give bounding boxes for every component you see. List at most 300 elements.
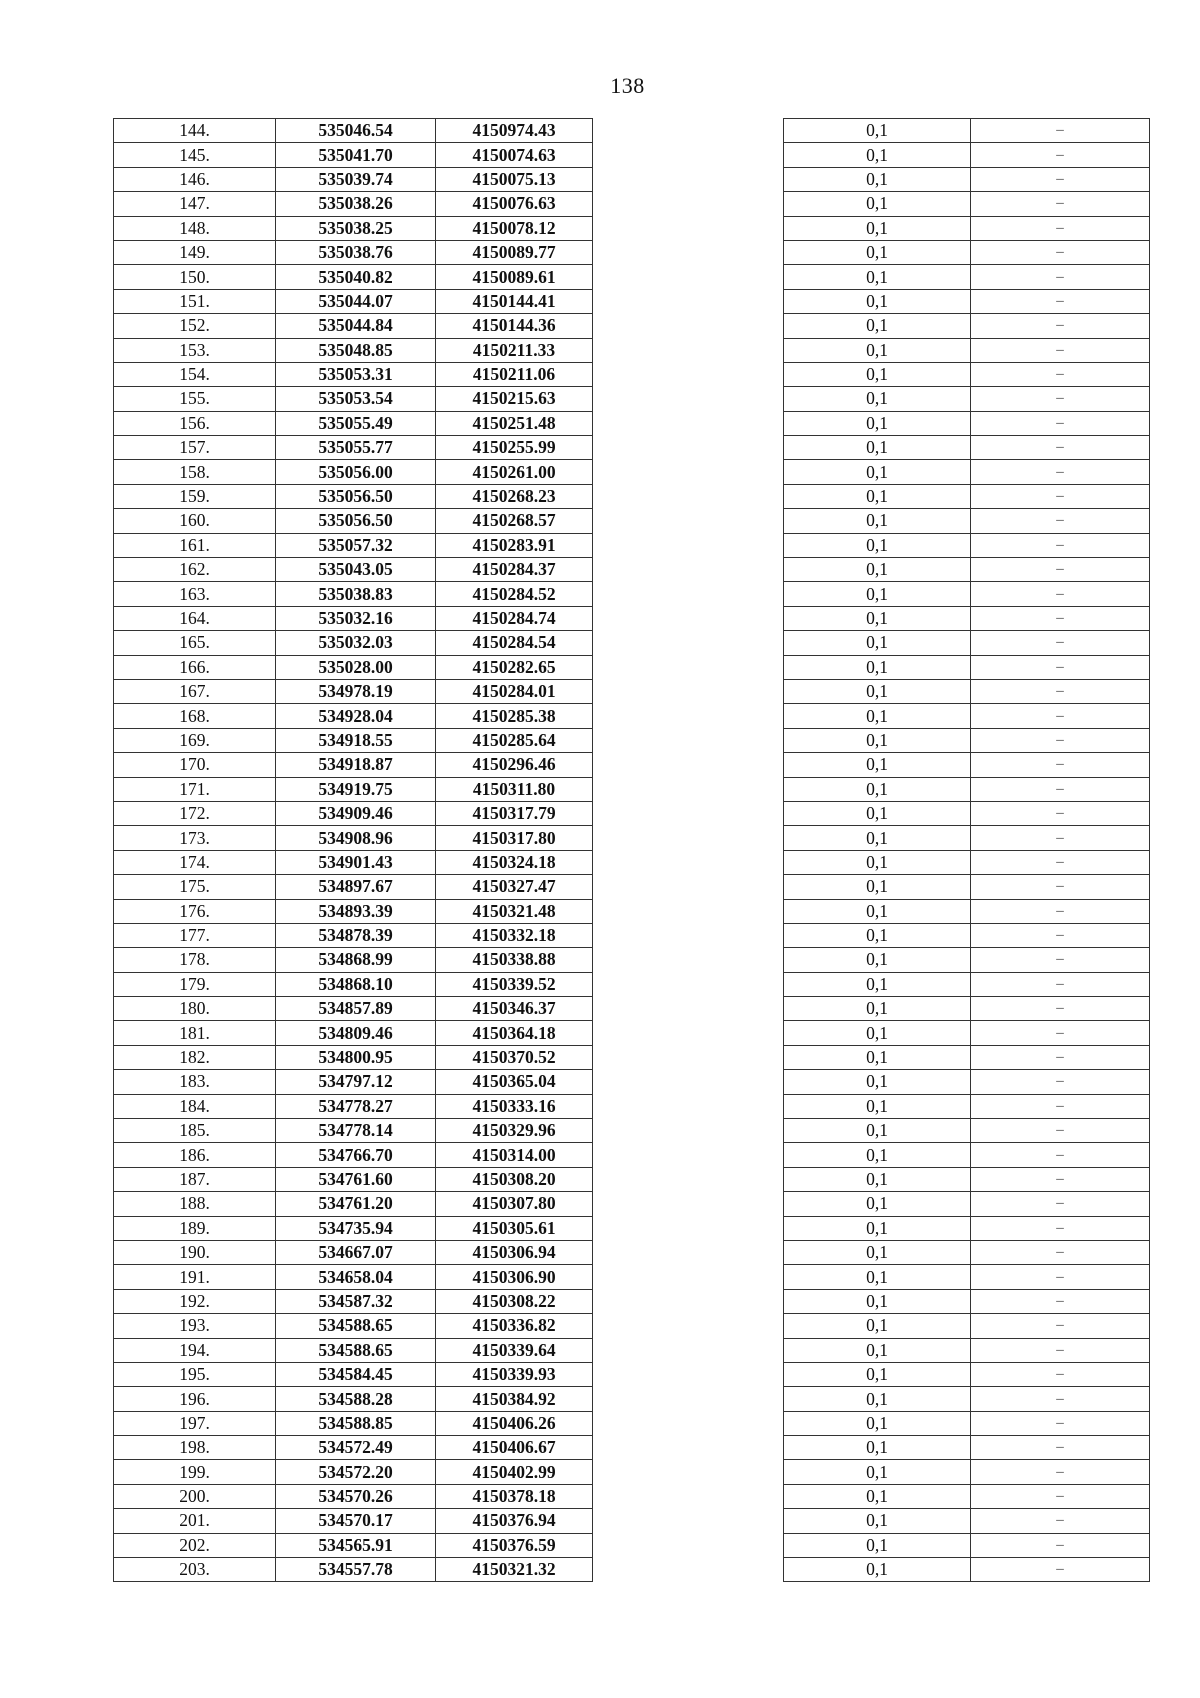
y-coordinate-cell: 4150261.00 [436,460,593,484]
coordinate-row [114,1362,593,1386]
y-coordinate-cell: 4150255.99 [436,436,593,460]
value-cell: 0,1 [784,216,971,240]
coordinate-row [114,216,593,240]
dash-cell: – [971,387,1150,411]
dash-cell: – [971,338,1150,362]
coordinate-row [114,1021,593,1045]
value-row [784,948,1150,972]
point-number-cell: 198. [114,1436,276,1460]
value-row [784,1289,1150,1313]
point-number-cell: 185. [114,1119,276,1143]
coordinate-row [114,362,593,386]
y-coordinate-cell: 4150406.26 [436,1411,593,1435]
value-cell: 0,1 [784,1314,971,1338]
value-row [784,1143,1150,1167]
dash-cell: – [971,753,1150,777]
point-number-cell: 176. [114,899,276,923]
point-number-cell: 168. [114,704,276,728]
value-row [784,875,1150,899]
value-cell: 0,1 [784,679,971,703]
dash-cell: – [971,1362,1150,1386]
value-row [784,1484,1150,1508]
point-number-cell: 190. [114,1240,276,1264]
coordinate-row [114,192,593,216]
dash-cell: – [971,1338,1150,1362]
value-cell: 0,1 [784,704,971,728]
coordinate-row [114,1240,593,1264]
point-number-cell: 167. [114,679,276,703]
dash-cell: – [971,265,1150,289]
coordinate-row [114,411,593,435]
value-cell: 0,1 [784,1533,971,1557]
y-coordinate-cell: 4150284.54 [436,631,593,655]
x-coordinate-cell: 535055.77 [276,436,436,460]
coordinate-row [114,1289,593,1313]
point-number-cell: 170. [114,753,276,777]
x-coordinate-cell: 535044.07 [276,289,436,313]
y-coordinate-cell: 4150284.74 [436,606,593,630]
value-cell: 0,1 [784,167,971,191]
coordinate-row [114,1436,593,1460]
coordinate-row [114,801,593,825]
value-cell: 0,1 [784,460,971,484]
value-row [784,997,1150,1021]
coordinate-row [114,1411,593,1435]
dash-cell: – [971,655,1150,679]
value-cell: 0,1 [784,192,971,216]
x-coordinate-cell: 534761.20 [276,1192,436,1216]
dash-cell: – [971,1094,1150,1118]
point-number-cell: 182. [114,1045,276,1069]
dash-cell: – [971,631,1150,655]
x-coordinate-cell: 534667.07 [276,1240,436,1264]
dash-cell: – [971,167,1150,191]
coordinate-row [114,1533,593,1557]
dash-cell: – [971,362,1150,386]
dash-cell: – [971,411,1150,435]
dash-cell: – [971,1484,1150,1508]
value-row [784,314,1150,338]
coordinate-row [114,1143,593,1167]
y-coordinate-cell: 4150296.46 [436,753,593,777]
coordinate-row [114,338,593,362]
point-number-cell: 188. [114,1192,276,1216]
x-coordinate-cell: 535038.25 [276,216,436,240]
x-coordinate-cell: 534766.70 [276,1143,436,1167]
value-cell: 0,1 [784,972,971,996]
value-row [784,1460,1150,1484]
x-coordinate-cell: 535032.03 [276,631,436,655]
x-coordinate-cell: 534809.46 [276,1021,436,1045]
coordinate-row [114,923,593,947]
coordinate-row [114,1045,593,1069]
value-row [784,582,1150,606]
x-coordinate-cell: 534557.78 [276,1558,436,1582]
dash-cell: – [971,216,1150,240]
page-number: 138 [610,73,645,98]
coordinate-row [114,1216,593,1240]
value-row [784,265,1150,289]
y-coordinate-cell: 4150402.99 [436,1460,593,1484]
dash-cell: – [971,606,1150,630]
coordinate-row [114,1167,593,1191]
value-row [784,338,1150,362]
point-number-cell: 152. [114,314,276,338]
dash-cell: – [971,1558,1150,1582]
x-coordinate-cell: 534928.04 [276,704,436,728]
y-coordinate-cell: 4150307.80 [436,1192,593,1216]
y-coordinate-cell: 4150321.48 [436,899,593,923]
value-cell: 0,1 [784,923,971,947]
point-number-cell: 194. [114,1338,276,1362]
x-coordinate-cell: 534868.99 [276,948,436,972]
point-number-cell: 163. [114,582,276,606]
coordinate-row [114,1094,593,1118]
coordinate-row [114,972,593,996]
dash-cell: – [971,1216,1150,1240]
x-coordinate-cell: 535053.31 [276,362,436,386]
value-row [784,460,1150,484]
y-coordinate-cell: 4150317.80 [436,826,593,850]
y-coordinate-cell: 4150268.23 [436,484,593,508]
dash-cell: – [971,582,1150,606]
x-coordinate-cell: 535056.50 [276,509,436,533]
dash-cell: – [971,1411,1150,1435]
dash-cell: – [971,704,1150,728]
y-coordinate-cell: 4150333.16 [436,1094,593,1118]
value-row [784,1192,1150,1216]
x-coordinate-cell: 535046.54 [276,119,436,143]
y-coordinate-cell: 4150089.77 [436,240,593,264]
coordinate-row [114,704,593,728]
x-coordinate-cell: 534978.19 [276,679,436,703]
value-cell: 0,1 [784,1021,971,1045]
coordinate-row [114,1484,593,1508]
point-number-cell: 199. [114,1460,276,1484]
dash-cell: – [971,679,1150,703]
value-cell: 0,1 [784,753,971,777]
value-cell: 0,1 [784,1387,971,1411]
value-row [784,631,1150,655]
x-coordinate-cell: 534878.39 [276,923,436,947]
value-cell: 0,1 [784,509,971,533]
x-coordinate-cell: 534588.85 [276,1411,436,1435]
dash-cell: – [971,826,1150,850]
point-number-cell: 169. [114,728,276,752]
x-coordinate-cell: 535038.83 [276,582,436,606]
point-number-cell: 155. [114,387,276,411]
y-coordinate-cell: 4150376.94 [436,1509,593,1533]
point-number-cell: 187. [114,1167,276,1191]
value-cell: 0,1 [784,997,971,1021]
dash-cell: – [971,509,1150,533]
point-number-cell: 160. [114,509,276,533]
coordinate-row [114,826,593,850]
x-coordinate-cell: 534658.04 [276,1265,436,1289]
y-coordinate-cell: 4150332.18 [436,923,593,947]
y-coordinate-cell: 4150338.88 [436,948,593,972]
value-cell: 0,1 [784,1240,971,1264]
y-coordinate-cell: 4150364.18 [436,1021,593,1045]
value-cell: 0,1 [784,1484,971,1508]
x-coordinate-cell: 534909.46 [276,801,436,825]
value-row [784,1338,1150,1362]
point-number-cell: 202. [114,1533,276,1557]
dash-cell: – [971,972,1150,996]
value-row [784,362,1150,386]
coordinate-row [114,728,593,752]
coordinate-row [114,265,593,289]
value-cell: 0,1 [784,143,971,167]
point-number-cell: 164. [114,606,276,630]
y-coordinate-cell: 4150305.61 [436,1216,593,1240]
x-coordinate-cell: 534588.28 [276,1387,436,1411]
value-cell: 0,1 [784,728,971,752]
value-cell: 0,1 [784,1338,971,1362]
point-number-cell: 166. [114,655,276,679]
coordinate-row [114,289,593,313]
value-row [784,167,1150,191]
coordinate-row [114,1509,593,1533]
y-coordinate-cell: 4150327.47 [436,875,593,899]
value-cell: 0,1 [784,1167,971,1191]
value-row [784,240,1150,264]
point-number-cell: 145. [114,143,276,167]
point-number-cell: 162. [114,558,276,582]
coordinate-row [114,655,593,679]
value-cell: 0,1 [784,362,971,386]
coordinate-row [114,997,593,1021]
dash-cell: – [971,1240,1150,1264]
y-coordinate-cell: 4150074.63 [436,143,593,167]
y-coordinate-cell: 4150251.48 [436,411,593,435]
x-coordinate-cell: 534572.49 [276,1436,436,1460]
point-number-cell: 203. [114,1558,276,1582]
value-cell: 0,1 [784,655,971,679]
point-number-cell: 147. [114,192,276,216]
value-row [784,801,1150,825]
value-row [784,1167,1150,1191]
dash-cell: – [971,289,1150,313]
value-row [784,436,1150,460]
value-row [784,826,1150,850]
y-coordinate-cell: 4150370.52 [436,1045,593,1069]
y-coordinate-cell: 4150282.65 [436,655,593,679]
value-cell: 0,1 [784,1411,971,1435]
values-table [783,118,1150,1582]
coordinate-row [114,948,593,972]
y-coordinate-cell: 4150346.37 [436,997,593,1021]
value-row [784,1240,1150,1264]
y-coordinate-cell: 4150308.20 [436,1167,593,1191]
value-row [784,484,1150,508]
y-coordinate-cell: 4150284.52 [436,582,593,606]
y-coordinate-cell: 4150378.18 [436,1484,593,1508]
y-coordinate-cell: 4150317.79 [436,801,593,825]
value-row [784,289,1150,313]
coordinate-row [114,631,593,655]
dash-cell: – [971,558,1150,582]
coordinate-row [114,558,593,582]
point-number-cell: 149. [114,240,276,264]
dash-cell: – [971,1460,1150,1484]
point-number-cell: 154. [114,362,276,386]
x-coordinate-cell: 534584.45 [276,1362,436,1386]
coordinate-row [114,582,593,606]
y-coordinate-cell: 4150329.96 [436,1119,593,1143]
dash-cell: – [971,1436,1150,1460]
value-row [784,655,1150,679]
dash-cell: – [971,1314,1150,1338]
value-cell: 0,1 [784,948,971,972]
y-coordinate-cell: 4150306.94 [436,1240,593,1264]
x-coordinate-cell: 535044.84 [276,314,436,338]
x-coordinate-cell: 534897.67 [276,875,436,899]
coordinate-row [114,1460,593,1484]
y-coordinate-cell: 4150376.59 [436,1533,593,1557]
coordinate-row [114,314,593,338]
point-number-cell: 153. [114,338,276,362]
y-coordinate-cell: 4150314.00 [436,1143,593,1167]
x-coordinate-cell: 534800.95 [276,1045,436,1069]
value-row [784,558,1150,582]
dash-cell: – [971,1192,1150,1216]
dash-cell: – [971,923,1150,947]
value-cell: 0,1 [784,875,971,899]
value-row [784,606,1150,630]
x-coordinate-cell: 534908.96 [276,826,436,850]
value-row [784,216,1150,240]
coordinate-row [114,753,593,777]
dash-cell: – [971,1509,1150,1533]
dash-cell: – [971,801,1150,825]
point-number-cell: 195. [114,1362,276,1386]
y-coordinate-cell: 4150211.06 [436,362,593,386]
y-coordinate-cell: 4150215.63 [436,387,593,411]
dash-cell: – [971,436,1150,460]
coordinate-row [114,679,593,703]
value-row [784,533,1150,557]
y-coordinate-cell: 4150284.01 [436,679,593,703]
y-coordinate-cell: 4150144.41 [436,289,593,313]
point-number-cell: 200. [114,1484,276,1508]
point-number-cell: 180. [114,997,276,1021]
y-coordinate-cell: 4150285.38 [436,704,593,728]
point-number-cell: 151. [114,289,276,313]
dash-cell: – [971,1533,1150,1557]
y-coordinate-cell: 4150268.57 [436,509,593,533]
x-coordinate-cell: 535032.16 [276,606,436,630]
value-cell: 0,1 [784,1509,971,1533]
value-cell: 0,1 [784,1265,971,1289]
y-coordinate-cell: 4150078.12 [436,216,593,240]
coordinate-row [114,606,593,630]
dash-cell: – [971,533,1150,557]
point-number-cell: 165. [114,631,276,655]
x-coordinate-cell: 534919.75 [276,777,436,801]
value-row [784,1045,1150,1069]
coordinate-row [114,143,593,167]
point-number-cell: 158. [114,460,276,484]
dash-cell: – [971,875,1150,899]
y-coordinate-cell: 4150308.22 [436,1289,593,1313]
value-row [784,1533,1150,1557]
value-cell: 0,1 [784,387,971,411]
coordinate-row [114,460,593,484]
value-cell: 0,1 [784,631,971,655]
value-cell: 0,1 [784,777,971,801]
value-row [784,509,1150,533]
y-coordinate-cell: 4150089.61 [436,265,593,289]
coordinate-row [114,1070,593,1094]
x-coordinate-cell: 535038.76 [276,240,436,264]
value-row [784,1094,1150,1118]
x-coordinate-cell: 534570.26 [276,1484,436,1508]
value-row [784,899,1150,923]
dash-cell: – [971,1265,1150,1289]
coordinate-row [114,1558,593,1582]
coordinate-row [114,509,593,533]
value-row [784,753,1150,777]
x-coordinate-cell: 535055.49 [276,411,436,435]
x-coordinate-cell: 535048.85 [276,338,436,362]
point-number-cell: 173. [114,826,276,850]
point-number-cell: 174. [114,850,276,874]
y-coordinate-cell: 4150406.67 [436,1436,593,1460]
coordinate-row [114,875,593,899]
x-coordinate-cell: 534797.12 [276,1070,436,1094]
dash-cell: – [971,314,1150,338]
value-cell: 0,1 [784,850,971,874]
value-row [784,1436,1150,1460]
value-cell: 0,1 [784,801,971,825]
point-number-cell: 156. [114,411,276,435]
point-number-cell: 201. [114,1509,276,1533]
values-table-body [784,119,1150,1582]
dash-cell: – [971,1143,1150,1167]
point-number-cell: 172. [114,801,276,825]
value-cell: 0,1 [784,1216,971,1240]
y-coordinate-cell: 4150144.36 [436,314,593,338]
x-coordinate-cell: 535057.32 [276,533,436,557]
value-cell: 0,1 [784,436,971,460]
y-coordinate-cell: 4150311.80 [436,777,593,801]
x-coordinate-cell: 534778.27 [276,1094,436,1118]
coordinate-row [114,387,593,411]
value-row [784,972,1150,996]
value-cell: 0,1 [784,899,971,923]
value-cell: 0,1 [784,484,971,508]
point-number-cell: 183. [114,1070,276,1094]
point-number-cell: 197. [114,1411,276,1435]
coordinate-row [114,436,593,460]
dash-cell: – [971,1119,1150,1143]
x-coordinate-cell: 535053.54 [276,387,436,411]
value-cell: 0,1 [784,1460,971,1484]
x-coordinate-cell: 535040.82 [276,265,436,289]
dash-cell: – [971,850,1150,874]
point-number-cell: 177. [114,923,276,947]
dash-cell: – [971,948,1150,972]
point-number-cell: 184. [114,1094,276,1118]
point-number-cell: 144. [114,119,276,143]
dash-cell: – [971,1387,1150,1411]
dash-cell: – [971,484,1150,508]
point-number-cell: 171. [114,777,276,801]
y-coordinate-cell: 4150211.33 [436,338,593,362]
value-row [784,1265,1150,1289]
value-row [784,192,1150,216]
